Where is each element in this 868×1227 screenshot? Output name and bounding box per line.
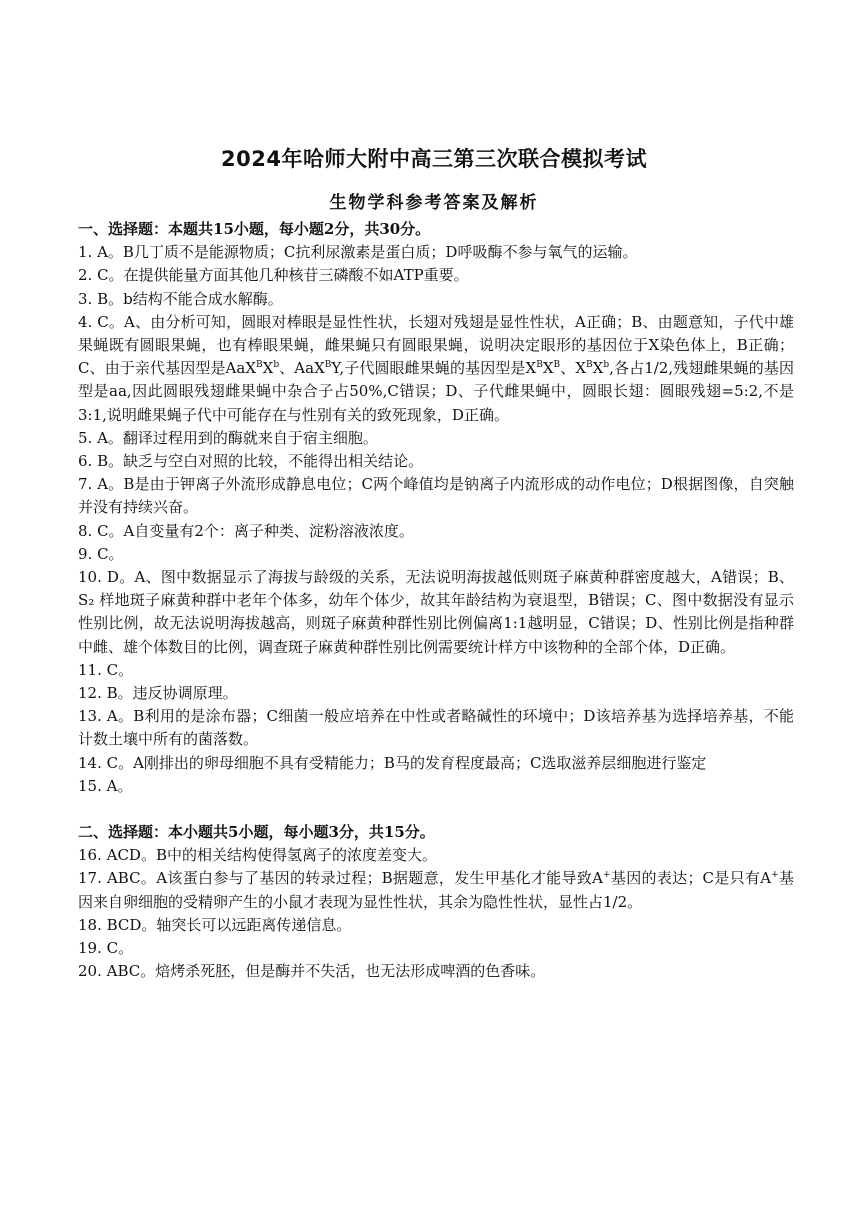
answer-9: 9. C。 [78,544,124,563]
answer-5: 5. A。翻译过程用到的酶就来自于宿主细胞。 [78,428,378,447]
answer-16: 16. ACD。B中的相关结构使得氢离子的浓度差变大。 [78,846,437,865]
answer-20: 20. ABC。焙烤杀死胚，但是酶并不失活，也无法形成啤酒的色香味。 [78,962,546,981]
answer-13: 13. A。B利用的是涂布器；C细菌一般应培养在中性或者略碱性的环境中；D该培养基为选择培养基，不能计数土壤中所有的菌落数。 [78,707,794,749]
answer-11: 11. C。 [78,660,134,679]
allele-superscript: + [603,870,611,881]
answer-4-text: X [592,359,604,378]
answer-12: 12. B。违反协调原理。 [78,684,238,703]
answer-4-text: X [542,359,554,378]
answer-4 [78,311,794,427]
answer-4-text: 、AaX [279,359,325,378]
answer-body [78,218,794,984]
allele-superscript: B [586,360,593,371]
answer-3: 3. B。b结构不能合成水解酶。 [78,289,283,308]
answer-1: 1. A。B几丁质不是能源物质；C抗利尿激素是蛋白质；D呼吸酶不参与氧气的运输。 [78,243,638,262]
allele-superscript: b [603,360,610,371]
answer-17-text: 基因的表达；C是只有A [610,869,772,888]
answer-19: 19. C。 [78,939,134,958]
answer-4-text: Y,子代圆眼雌果蝇的基因型是X [331,359,537,378]
allele-superscript: B [256,360,263,371]
allele-superscript: b [273,360,280,371]
section-spacer [78,798,794,821]
allele-superscript: + [771,870,779,881]
page-title: 2024年哈师大附中高三第三次联合模拟考试 [221,147,647,171]
answer-4-text: 4. C。A、由分析可知，圆眼对棒眼是显性性状，长翅对残翅是显性性状，A正确；B、由题意知，子代中雄果蝇既有圆眼果蝇，也有棒眼果蝇，雌果蝇只有圆眼果蝇，说明决定眼形的基因位于X染色体上，B正确；C、由于亲代基因型是AaX [78,312,794,378]
answer-18: 18. BCD。轴突长可以远距离传递信息。 [78,915,352,934]
allele-superscript: B [553,360,561,371]
answer-10: 10. D。A、图中数据显示了海拔与龄级的关系，无法说明海拔越低则斑子麻黄种群密度越大，A错误；B、S₂ 样地斑子麻黄种群中老年个体多，幼年个体少，故其年龄结构为衰退型，B错误；C、图中数据没有显示性别比例，故无法说明海拔越高，则斑子麻黄种群性别比例偏离1:1越明显，C错误；D、性别比例是指种群中雌、雄个体数目的比例，调查斑子麻黄种群性别比例需要统计样方中该物种的全部个体，D正确。 [78,568,794,656]
page-subtitle: 生物学科参考答案及解析 [329,193,539,213]
section-heading-1: 一、选择题：本题共15小题，每小题2分，共30分。 [78,220,431,238]
answer-6: 6. B。缺乏与空白对照的比较，不能得出相关结论。 [78,452,424,471]
answer-17 [78,867,794,913]
answer-15: 15. A。 [78,776,133,795]
allele-superscript: B [536,360,543,371]
section-heading-2: 二、选择题：本小题共5小题，每小题3分，共15分。 [78,823,435,842]
allele-superscript: B [324,360,332,371]
answer-4-text: ,各占1/2,残翅雌果蝇的基因型是aa,因此圆眼残翅雌果蝇中杂合子占50%,C错误；D、子代雌果蝇中，圆眼长翅：圆眼残翅=5:2,不是3:1,说明雌果蝇子代中可能存在与性别有关的致死现象，D正确。 [78,359,794,424]
answer-7: 7. A。B是由于钾离子外流形成静息电位；C两个峰值均是钠离子内流形成的动作电位；D根据图像，自突触并没有持续兴奋。 [78,475,794,517]
answer-4-text: X [262,359,274,378]
answer-8: 8. C。A自变量有2个：离子种类、淀粉溶液浓度。 [78,521,414,540]
answer-2: 2. C。在提供能量方面其他几种核苷三磷酸不如ATP重要。 [78,266,469,285]
answer-17-text: 基因来自卵细胞的受精卵产生的小鼠才表现为显性性状，其余为隐性性状，显性占1/2。 [78,869,794,911]
answer-14: 14. C。A刚排出的卵母细胞不具有受精能力；B马的发育程度最高；C选取滋养层细胞进行鉴定 [78,753,707,772]
answer-17-text: 17. ABC。A该蛋白参与了基因的转录过程；B据题意，发生甲基化才能导致A [78,869,603,888]
answer-4-text: 、X [560,359,587,378]
